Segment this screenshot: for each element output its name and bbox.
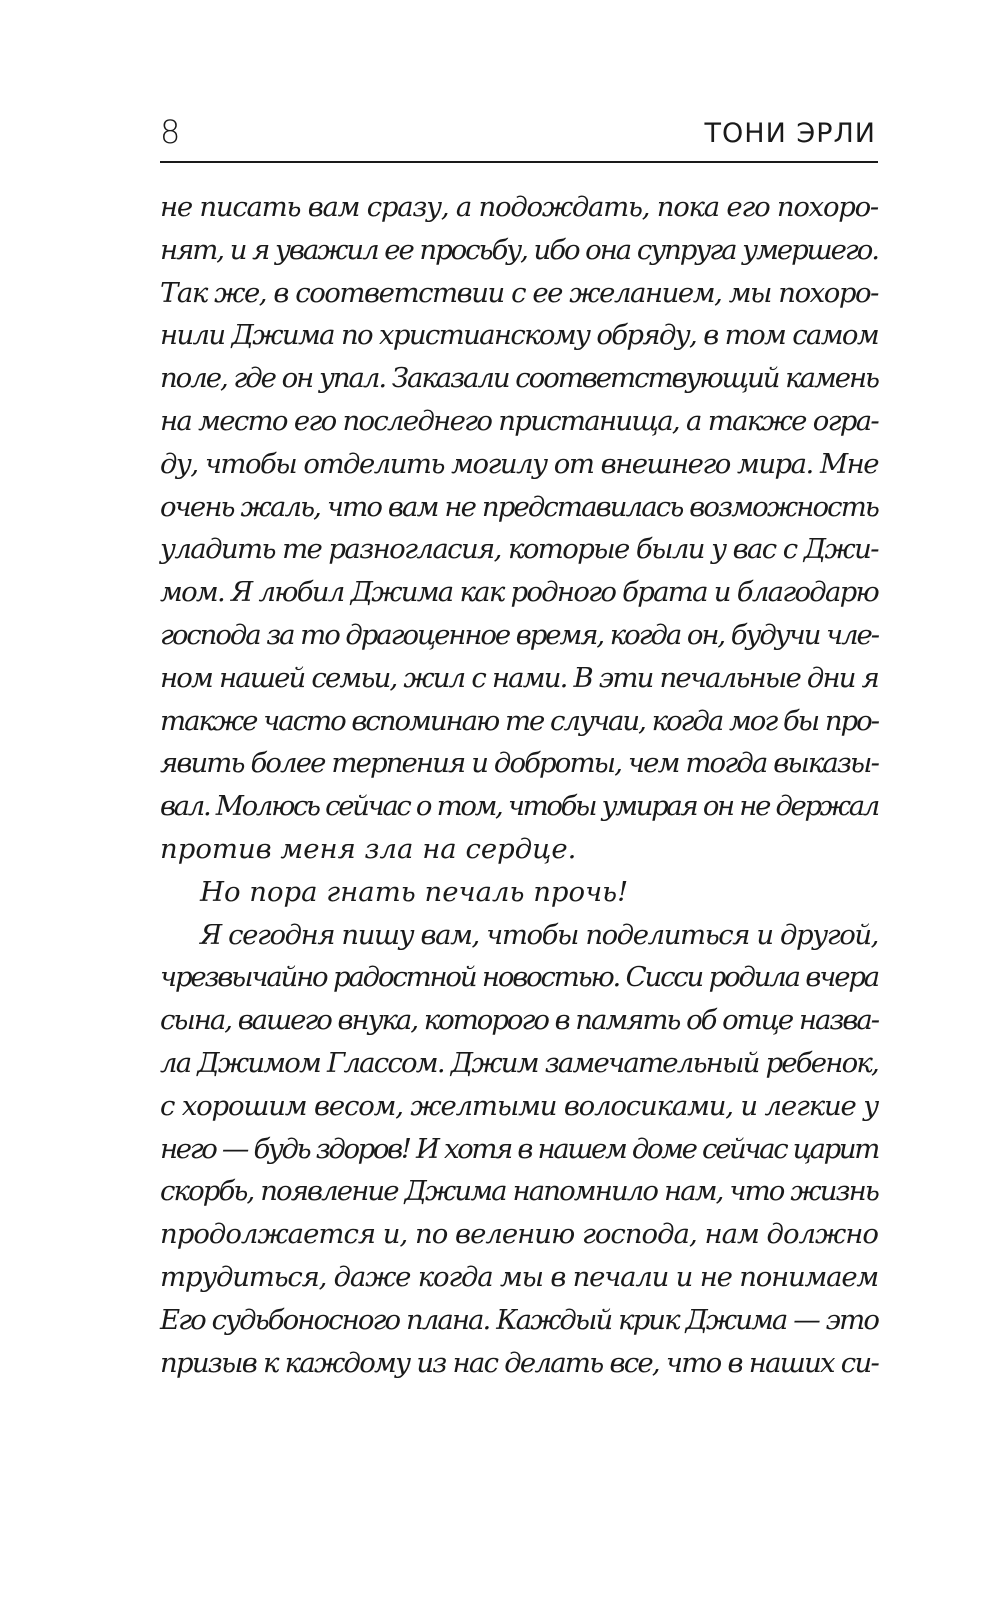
text-line: призыв к каждому из нас делать все, что в наших си- xyxy=(160,1346,878,1379)
text-line: поле, где он упал. Заказали соответствующий камень xyxy=(160,362,878,395)
text-line: Но пора гнать печаль прочь! xyxy=(200,875,629,908)
text-line: не писать вам сразу, а подождать, пока его похоро- xyxy=(160,191,878,223)
text-line: чрезвычайно радостной новостью. Сисси родила вчера xyxy=(160,961,878,994)
text-line: Так же, в соответствии с ее желанием, мы похоро- xyxy=(160,276,878,309)
text-line: ла Джимом Глассом. Джим замечательный ребенок, xyxy=(160,1046,878,1079)
text-line: него — будь здоров! И хотя в нашем доме сейчас царит xyxy=(160,1132,878,1165)
text-line: нят, и я уважил ее просьбу, ибо она супруга умершего. xyxy=(160,233,878,266)
text-line: с хорошим весом, желтыми волосиками, и легкие у xyxy=(160,1089,878,1122)
text-line: продолжается и, по велению господа, нам должно xyxy=(160,1218,878,1251)
header-rule xyxy=(160,161,878,163)
text-line: нили Джима по христианскому обряду, в том самом xyxy=(160,319,878,352)
text-line: трудиться, даже когда мы в печали и не понимаем xyxy=(160,1260,878,1293)
running-head: ТОНИ ЭРЛИ xyxy=(704,118,876,149)
text-line: очень жаль, что вам не представилась возможность xyxy=(160,490,878,523)
text-line: ном нашей семьи, жил с нами. В эти печальные дни я xyxy=(160,661,878,694)
page-number: 8 xyxy=(160,113,181,151)
body-text xyxy=(160,186,878,1384)
text-line: сына, вашего внука, которого в память об отце назва- xyxy=(160,1004,878,1037)
text-line: на место его последнего пристанища, а также огра- xyxy=(160,404,878,437)
text-line: мом. Я любил Джима как родного брата и благодарю xyxy=(160,576,878,609)
text-line: также часто вспоминаю те случаи, когда мог бы про- xyxy=(160,704,878,737)
text-line: господа за то драгоценное время, когда он, будучи чле- xyxy=(160,618,878,651)
text-line: Его судьбоносного плана. Каждый крик Джима — это xyxy=(160,1303,878,1336)
text-line: явить более терпения и доброты, чем тогда выказы- xyxy=(160,747,878,780)
text-line: уладить те разногласия, которые были у вас с Джи- xyxy=(160,533,878,566)
text-line: Я сегодня пишу вам, чтобы поделиться и другой, xyxy=(200,918,878,951)
text-line: против меня зла на сердце. xyxy=(160,832,577,865)
text-line: вал. Молюсь сейчас о том, чтобы умирая он не держал xyxy=(160,790,878,823)
text-line: ду, чтобы отделить могилу от внешнего мира. Мне xyxy=(160,447,878,480)
text-line: скорбь, появление Джима напомнило нам, что жизнь xyxy=(160,1175,878,1208)
